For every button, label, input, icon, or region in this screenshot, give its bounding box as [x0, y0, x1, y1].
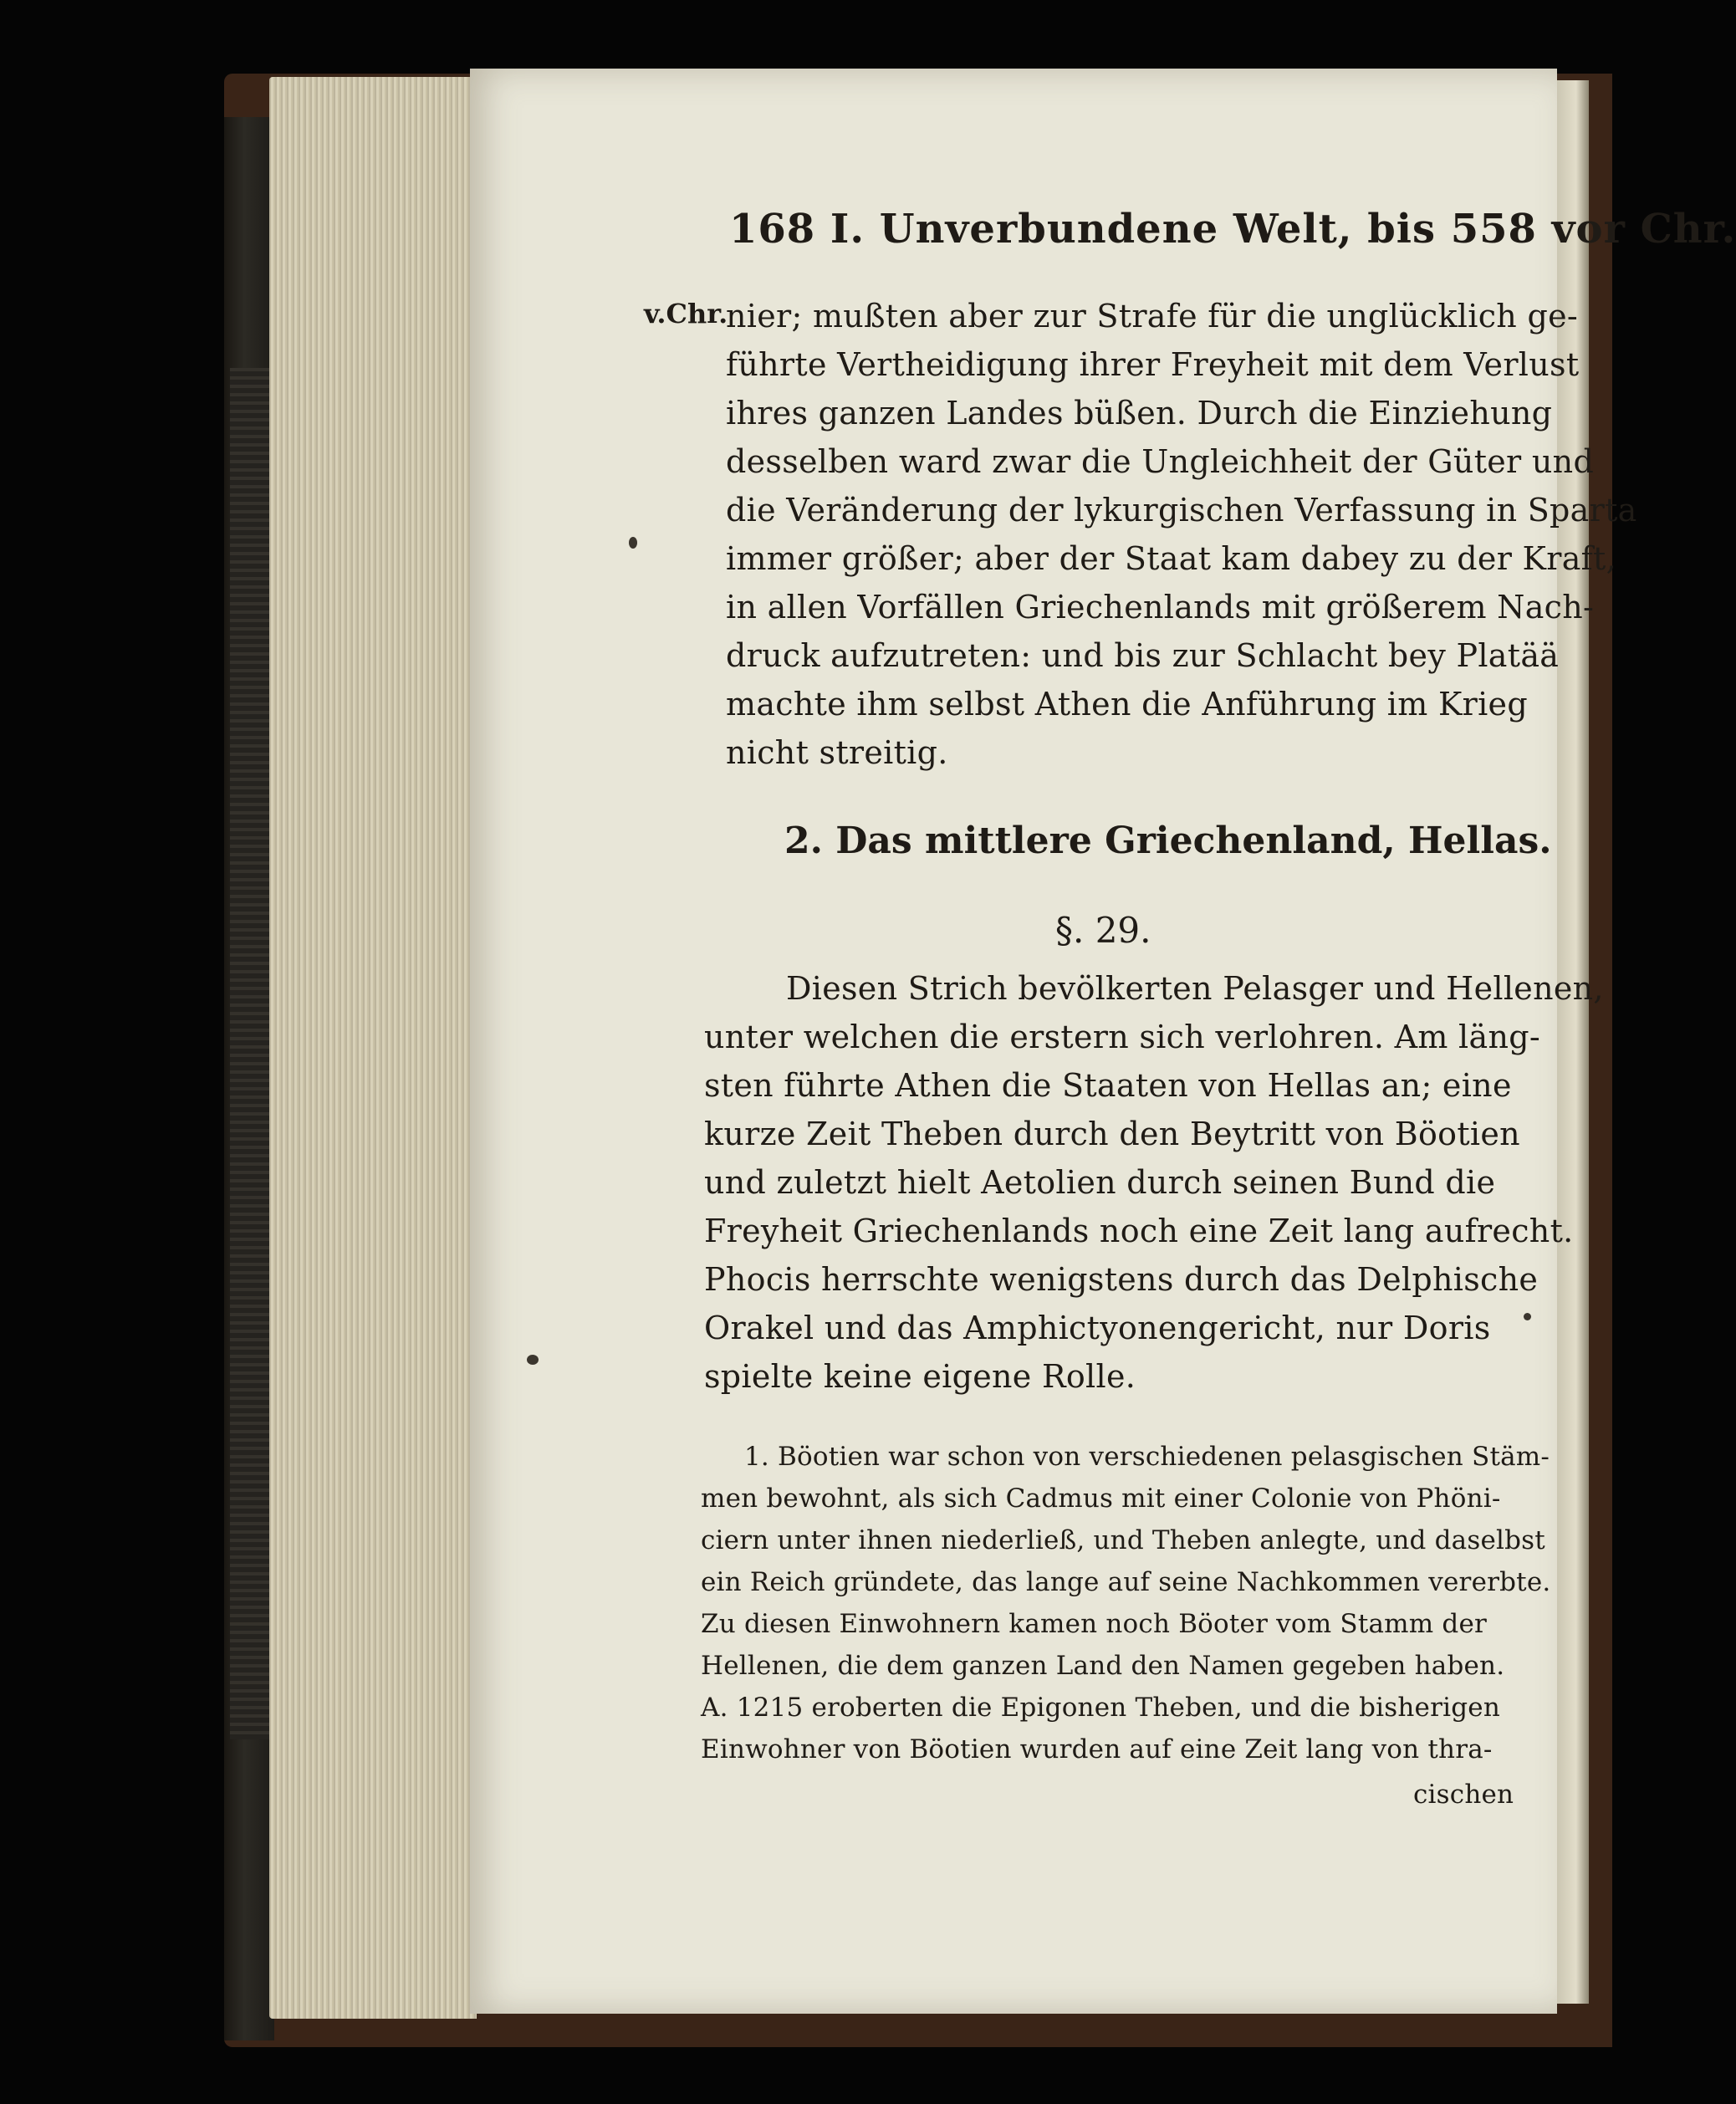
catchword: cischen	[1413, 1780, 1514, 1810]
footnote-line: men bewohnt, als sich Cadmus mit einer Colonie von Phöni-	[701, 1484, 1501, 1514]
footnote-line: Einwohner von Böotien wurden auf eine Zeit lang von thra-	[701, 1734, 1493, 1764]
body-line: nier; mußten aber zur Strafe für die unglücklich ge-	[726, 298, 1578, 334]
body-line: sten führte Athen die Staaten von Hellas an; eine	[704, 1067, 1512, 1104]
footnote-line: ciern unter ihnen niederließ, und Theben anlegte, und daselbst	[701, 1525, 1545, 1555]
body-line: immer größer; aber der Staat kam dabey zu der Kraft,	[726, 540, 1616, 577]
body-line: unter welchen die erstern sich verlohren. Am läng-	[704, 1019, 1540, 1055]
body-line: nicht streitig.	[726, 734, 948, 771]
body-line: spielte keine eigene Rolle.	[704, 1358, 1136, 1395]
footnote-line: 1. Böotien war schon von verschiedenen pelasgischen Stäm-	[744, 1442, 1550, 1472]
body-line: führte Vertheidigung ihrer Freyheit mit dem Verlust	[726, 346, 1580, 383]
body-line: ihres ganzen Landes büßen. Durch die Einziehung	[726, 395, 1553, 432]
ink-speck	[527, 1355, 539, 1365]
section-heading: 2. Das mittlere Griechenland, Hellas.	[784, 820, 1552, 862]
spine-binding	[230, 368, 270, 1739]
ink-speck	[629, 537, 637, 549]
body-line: und zuletzt hielt Aetolien durch seinen Bund die	[704, 1164, 1496, 1201]
body-line: Orakel und das Amphictyonengericht, nur Doris	[704, 1310, 1491, 1346]
running-head: 168 I. Unverbundene Welt, bis 558 vor Chr.	[729, 206, 1736, 253]
footnote-line: A. 1215 eroberten die Epigonen Theben, und die bisherigen	[701, 1693, 1500, 1723]
margin-note: v.Chr.	[644, 298, 728, 329]
paragraph-mark: §. 29.	[1055, 910, 1151, 951]
body-line: Phocis herrschte wenigstens durch das Delphische	[704, 1261, 1539, 1298]
footnote-line: Hellenen, die dem ganzen Land den Namen gegeben haben.	[701, 1651, 1505, 1681]
body-line: in allen Vorfällen Griechenlands mit größerem Nach-	[726, 589, 1595, 626]
footnote-line: Zu diesen Einwohnern kamen noch Böoter vom Stamm der	[701, 1609, 1488, 1639]
page-edges	[269, 77, 477, 2019]
body-line: Diesen Strich bevölkerten Pelasger und Hellenen,	[786, 970, 1604, 1007]
body-line: machte ihm selbst Athen die Anführung im Krieg	[726, 686, 1528, 723]
body-line: desselben ward zwar die Ungleichheit der Güter und	[726, 443, 1595, 480]
body-line: kurze Zeit Theben durch den Beytritt von Böotien	[704, 1116, 1520, 1152]
body-line: Freyheit Griechenlands noch eine Zeit lang aufrecht.	[704, 1213, 1574, 1249]
footnote-line: ein Reich gründete, das lange auf seine Nachkommen vererbte.	[701, 1567, 1551, 1597]
body-line: druck aufzutreten: und bis zur Schlacht bey Platää	[726, 637, 1560, 674]
body-line: die Veränderung der lykurgischen Verfassung in Sparta	[726, 492, 1637, 529]
ink-speck	[1524, 1313, 1531, 1320]
